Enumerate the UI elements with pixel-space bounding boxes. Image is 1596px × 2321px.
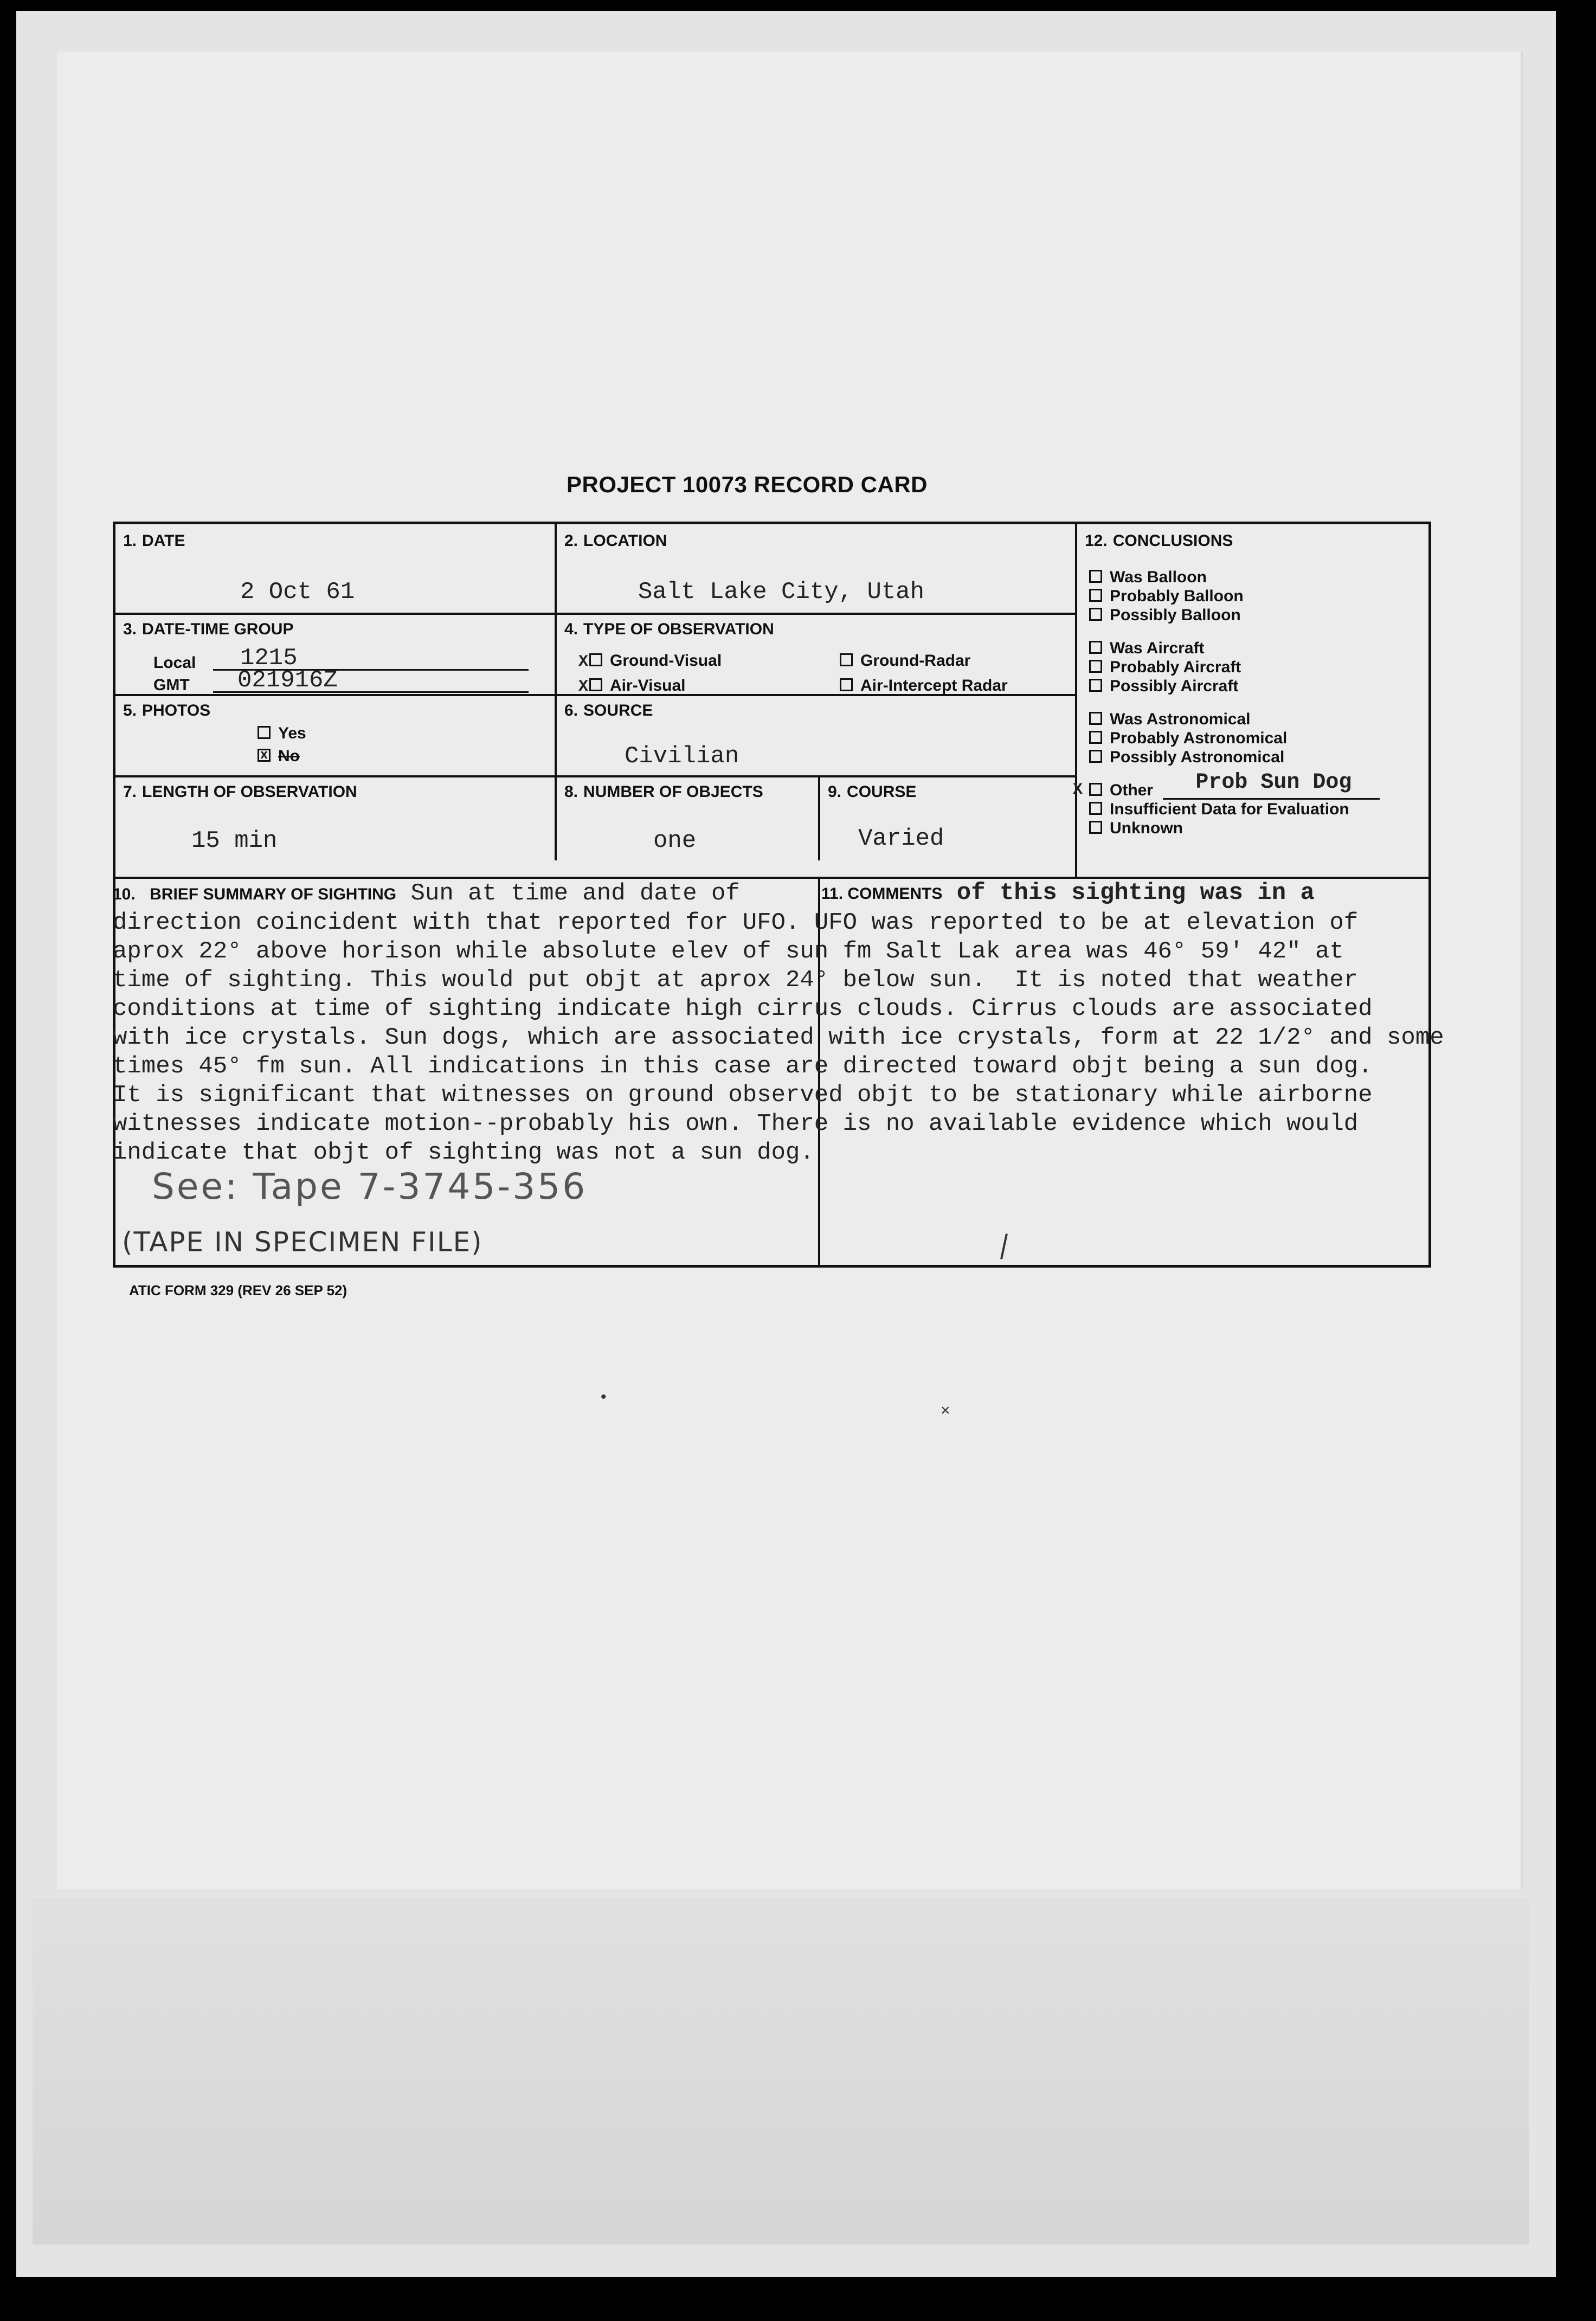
checkbox-icon: [1089, 783, 1102, 796]
summary-line: conditions at time of sighting indicate high cirrus clouds. Cirrus clouds are associated: [113, 995, 1373, 1023]
summary-line: aprox 22° above horison while absolute elev of sun fm Salt Lak area was 46° 59' 42" at: [113, 938, 1344, 965]
date-cell: [115, 524, 555, 613]
gmt-time-label: GMT: [153, 676, 190, 694]
local-time-value: 1215: [240, 645, 298, 672]
ground-radar-label: Ground-Radar: [860, 652, 971, 670]
location-value: Salt Lake City, Utah: [638, 578, 925, 606]
location-cell: [555, 524, 1075, 613]
field-number: 1.: [123, 532, 137, 550]
course-cell: [818, 775, 1075, 860]
comments-label: COMMENTS: [847, 885, 943, 903]
source-value: Civilian: [625, 743, 739, 770]
course-label: COURSE: [847, 783, 917, 801]
checkbox-icon: [1089, 802, 1102, 815]
date-time-group-label: DATE-TIME GROUP: [142, 620, 294, 638]
photos-yes-label: Yes: [278, 724, 306, 742]
checked-box-icon: x: [258, 749, 271, 762]
film-lower-margin: [33, 1898, 1529, 2245]
source-label: SOURCE: [583, 702, 653, 719]
checkbox-icon: [1089, 821, 1102, 834]
other-label: Other: [1110, 781, 1154, 799]
summary-line: witnesses indicate motion--probably his own. There is no available evidence which would: [113, 1110, 1359, 1137]
field-number: 2.: [564, 532, 578, 550]
type-of-observation-label: TYPE OF OBSERVATION: [583, 620, 774, 638]
summary-line: with ice crystals. Sun dogs, which are associated with ice crystals, form at 22 1/2° and some: [113, 1024, 1444, 1051]
field-number: 3.: [123, 620, 137, 638]
checkbox-icon: [840, 653, 853, 666]
checkbox-icon: [1089, 589, 1102, 602]
field-number: 12.: [1085, 532, 1108, 550]
summary-line: Sun at time and date of: [396, 880, 740, 907]
conclusion-item: Was Astronomical: [1089, 710, 1458, 729]
date-value: 2 Oct 61: [240, 578, 355, 606]
ground-visual-option: [578, 652, 722, 671]
date-time-group-cell: [115, 613, 555, 694]
local-time-label: Local: [153, 654, 196, 672]
conclusions-list: [1073, 568, 1458, 838]
number-of-objects-cell: [555, 775, 818, 860]
field-number: 9.: [828, 783, 842, 801]
conclusion-other: [1073, 770, 1458, 800]
checkbox-icon: [1089, 608, 1102, 621]
handwritten-specimen-note: (TAPE IN SPECIMEN FILE): [122, 1226, 483, 1258]
checkbox-icon: [1089, 750, 1102, 763]
conclusion-insufficient: Insufficient Data for Evaluation: [1089, 800, 1458, 819]
conclusions-label: CONCLUSIONS: [1112, 532, 1233, 550]
type-of-observation-cell: [555, 613, 1075, 694]
date-label: DATE: [142, 532, 185, 550]
checkbox-icon: [1089, 731, 1102, 744]
form-identifier: ATIC FORM 329 (REV 26 SEP 52): [129, 1282, 347, 1298]
ground-visual-label: Ground-Visual: [610, 652, 722, 670]
field-number: 8.: [564, 783, 578, 801]
other-value: Prob Sun Dog: [1195, 770, 1352, 795]
field-number: 6.: [564, 702, 578, 719]
checkbox-icon: [589, 653, 602, 666]
checkbox-icon: [840, 678, 853, 691]
gmt-time-value: 021916Z: [237, 667, 338, 694]
other-mark: X: [1073, 781, 1083, 799]
photos-no-option: [258, 747, 300, 766]
course-value: Varied: [858, 825, 944, 852]
conclusion-unknown: Unknown: [1089, 819, 1458, 838]
conclusion-item: Probably Astronomical: [1089, 729, 1458, 748]
film-speck: •: [601, 1388, 607, 1406]
air-visual-mark: X: [578, 678, 589, 696]
checkbox-icon: [1089, 660, 1102, 673]
conclusion-item: Possibly Astronomical: [1089, 748, 1458, 767]
photos-no-label: No: [278, 747, 300, 765]
conclusion-item: Possibly Aircraft: [1089, 677, 1458, 696]
number-of-objects-value: one: [653, 827, 697, 854]
photos-yes-option: [258, 724, 306, 743]
brief-summary-number: 10.: [113, 885, 136, 903]
conclusions-cell: [1075, 524, 1428, 877]
film-speck: ×: [941, 1401, 950, 1419]
conclusion-item: Probably Aircraft: [1089, 658, 1458, 677]
length-of-observation-cell: [115, 775, 555, 860]
card-title: PROJECT 10073 RECORD CARD: [567, 472, 928, 497]
summary-line: It is significant that witnesses on ground observed objt to be stationary while airborne: [113, 1082, 1373, 1109]
conclusion-item: Was Balloon: [1089, 568, 1458, 587]
summary-line: indicate that objt of sighting was not a sun dog.: [113, 1139, 814, 1166]
air-visual-option: [578, 677, 686, 696]
air-visual-label: Air-Visual: [610, 677, 686, 695]
checkbox-icon: [258, 726, 271, 739]
checkbox-icon: [1089, 712, 1102, 725]
location-label: LOCATION: [583, 532, 667, 550]
field-number: 4.: [564, 620, 578, 638]
sighting-summary: [113, 879, 1501, 1167]
photos-cell: [115, 694, 555, 775]
field-number: 7.: [123, 783, 137, 801]
source-cell: [555, 694, 1075, 775]
photos-label: PHOTOS: [142, 702, 211, 719]
checkbox-icon: [1089, 570, 1102, 583]
length-of-observation-value: 15 min: [191, 827, 278, 854]
air-intercept-radar-option: [839, 677, 1008, 696]
ground-visual-mark: X: [578, 653, 589, 671]
number-of-objects-label: NUMBER OF OBJECTS: [583, 783, 763, 801]
ground-radar-option: [839, 652, 970, 671]
summary-line: times 45° fm sun. All indications in this case are directed toward objt being a sun dog.: [113, 1053, 1373, 1080]
checkbox-icon: [1089, 641, 1102, 654]
air-intercept-radar-label: Air-Intercept Radar: [860, 677, 1008, 695]
brief-summary-label: BRIEF SUMMARY OF SIGHTING: [150, 885, 397, 903]
length-of-observation-label: LENGTH OF OBSERVATION: [142, 783, 357, 801]
summary-line: direction coincident with that reported for UFO. UFO was reported to be at elevation of: [113, 909, 1359, 936]
conclusion-item: Probably Balloon: [1089, 587, 1458, 606]
summary-line: time of sighting. This would put objt at aprox 24° below sun. It is noted that weather: [113, 967, 1359, 994]
conclusion-item: Was Aircraft: [1089, 639, 1458, 658]
comments-number: 11.: [821, 885, 844, 903]
comments-header: [821, 879, 1315, 906]
comments-first-line: of this sighting was in a: [942, 879, 1315, 906]
handwritten-tape-reference: See: Tape 7-3745-356: [152, 1166, 588, 1207]
checkbox-icon: [589, 678, 602, 691]
field-number: 5.: [123, 702, 137, 719]
conclusion-item: Possibly Balloon: [1089, 606, 1458, 625]
checkbox-icon: [1089, 679, 1102, 692]
